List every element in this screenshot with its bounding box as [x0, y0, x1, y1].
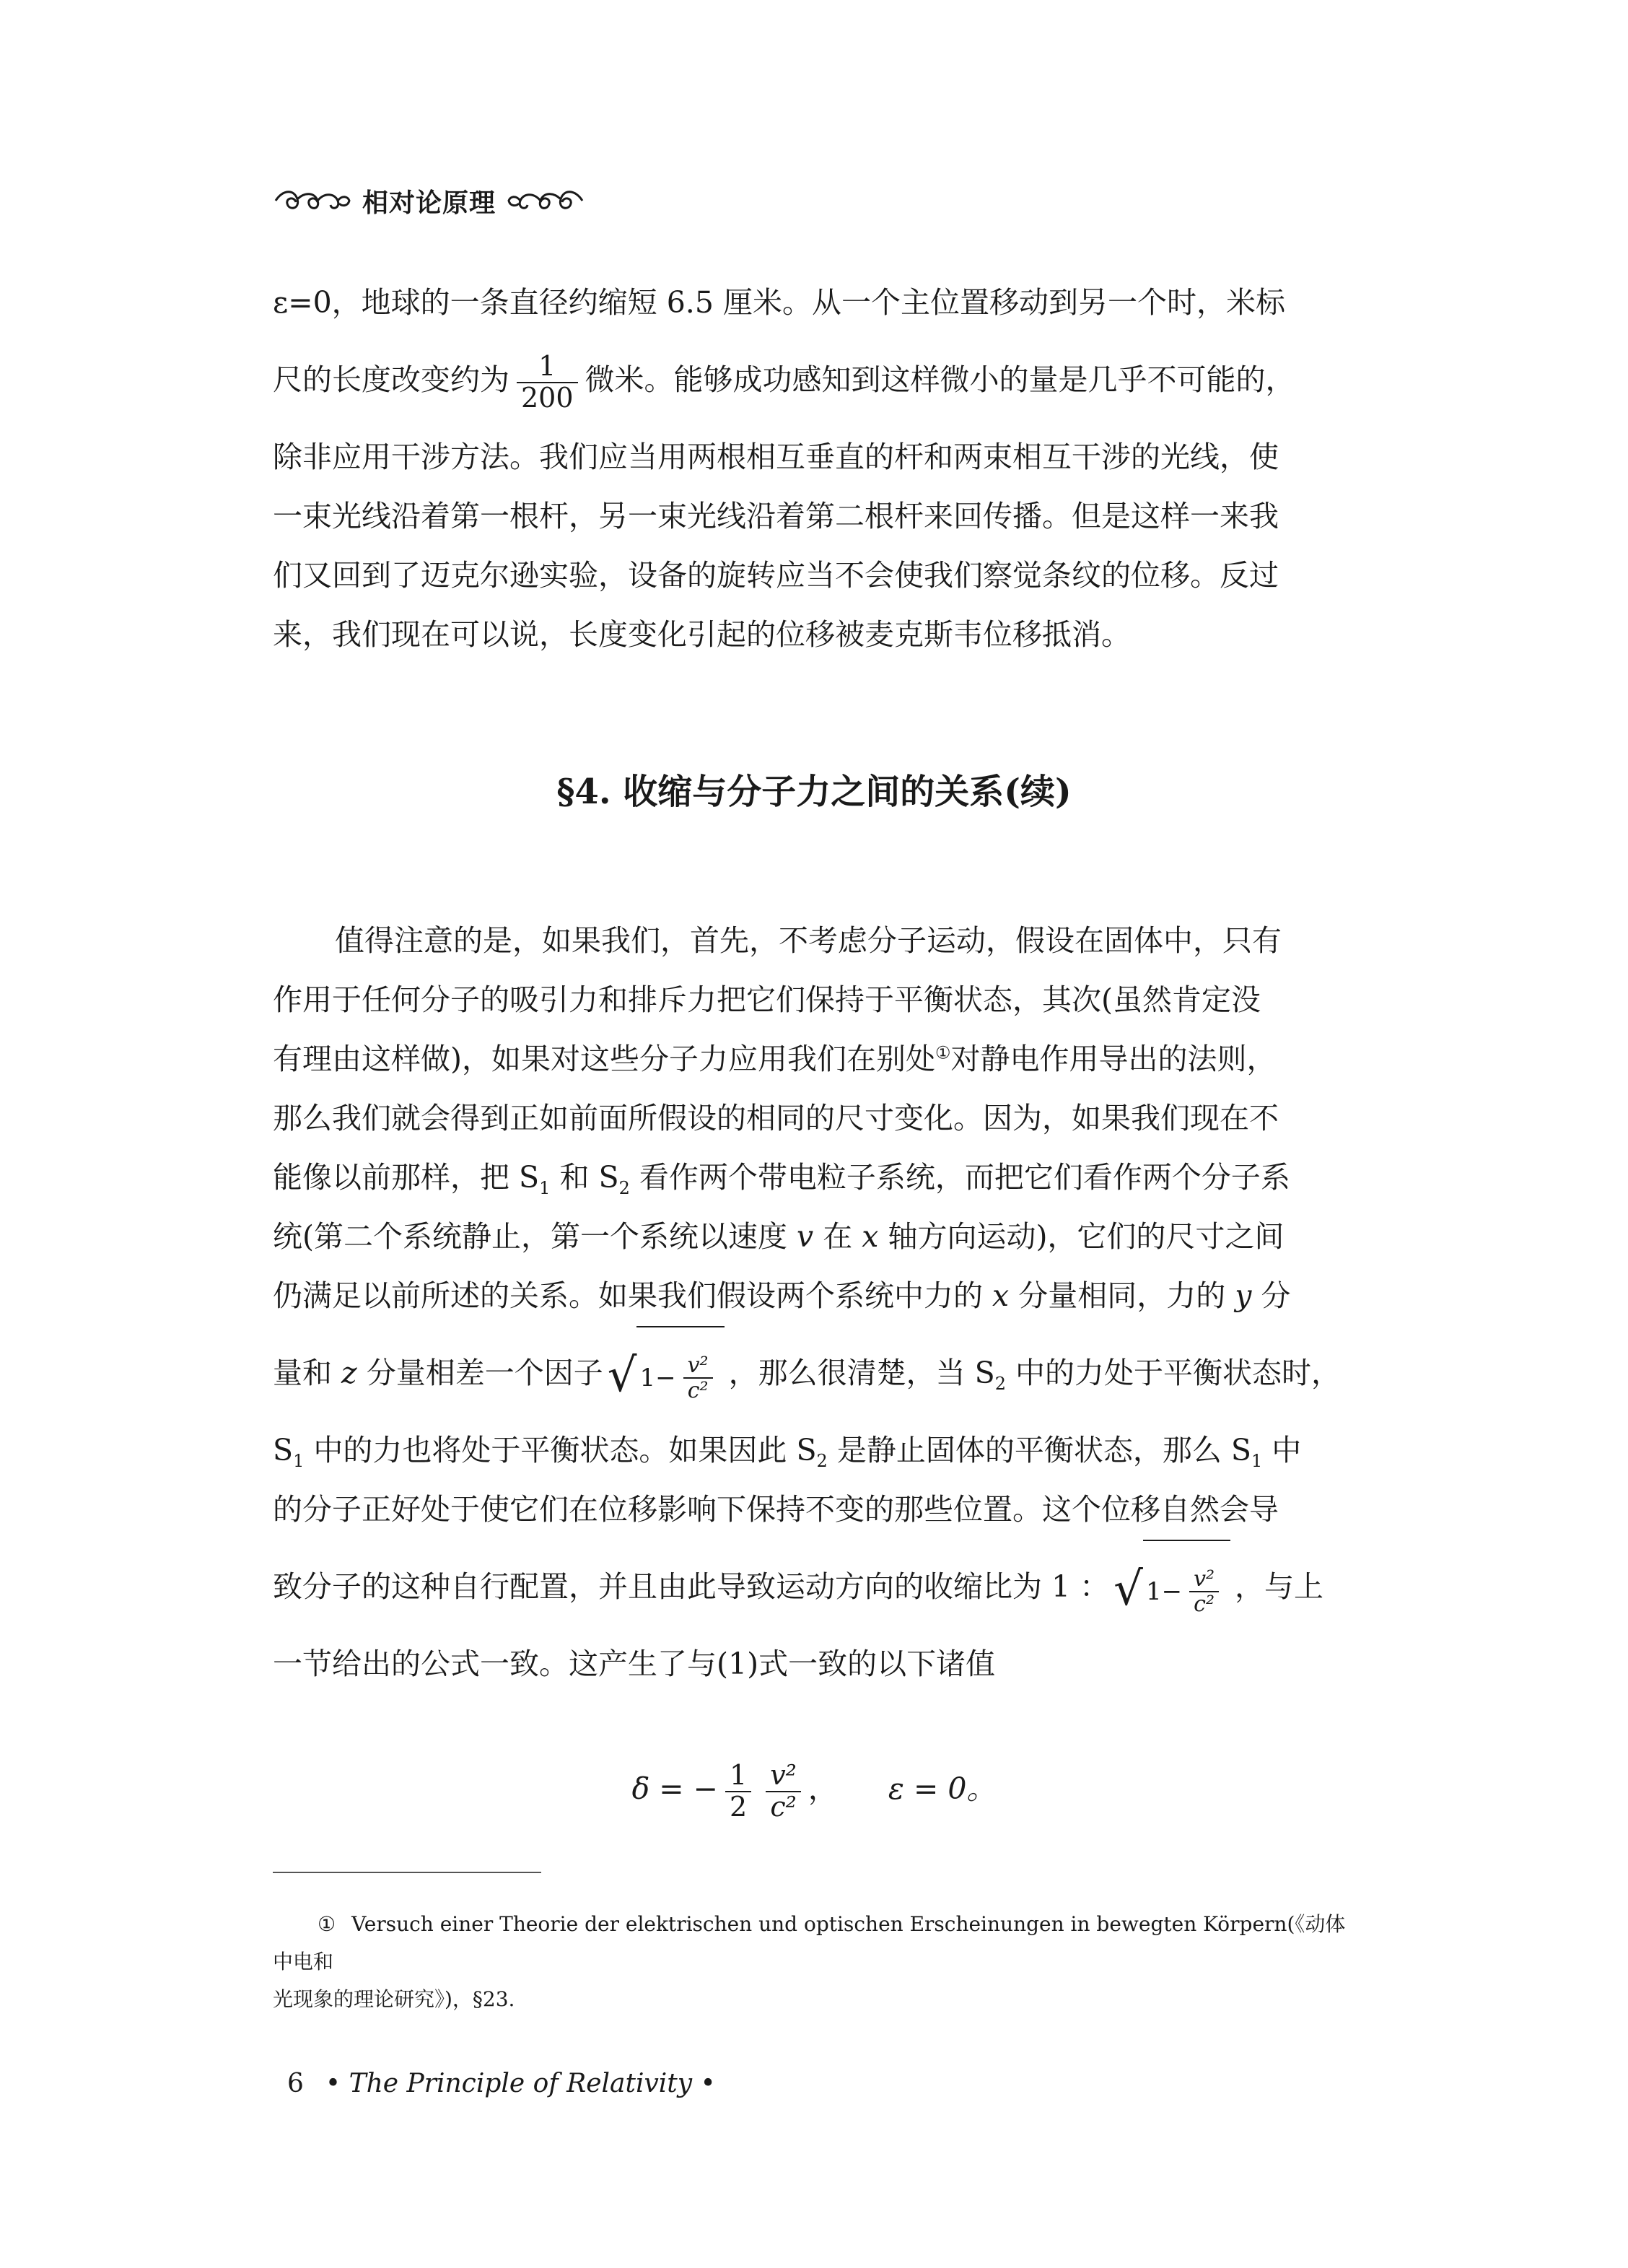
running-head-title: 相对论原理	[362, 188, 496, 218]
text-line: ε=0，地球的一条直径约缩短 6.5 厘米。从一个主位置移动到另一个时，米标	[273, 285, 1285, 320]
text-line-with-radical: 致分子的这种自行配置，并且由此导致运动方向的收缩比为 1 ： √ 1− $\frac{\text{v²}}{\text{c²}}$ ，与上	[273, 1539, 1355, 1634]
text-line: 们又回到了迈克尔逊实验，设备的旋转应当不会使我们察觉条纹的位移。反过	[273, 558, 1279, 593]
footnote-divider	[273, 1872, 541, 1873]
text-line: 值得注意的是，如果我们，首先，不考虑分子运动，假设在固体中，只有	[335, 923, 1282, 958]
square-root-factor: √ 1− $\frac{\text{v²}}{\text{c²}}$	[608, 1326, 725, 1426]
text-line: 仍满足以前所述的关系。如果我们假设两个系统中力的 x 分量相同，力的 y 分	[273, 1278, 1291, 1313]
section-heading: §4. 收缩与分子力之间的关系(续)	[556, 772, 1072, 812]
book-title: • The Principle of Relativity •	[325, 2069, 716, 2098]
page-footer	[273, 2069, 716, 2098]
footnote	[273, 1906, 1355, 2018]
footnote-line: 光现象的理论研究》)，§23.	[273, 1987, 515, 2011]
right-ornament-icon	[506, 185, 585, 217]
paragraph-continued	[273, 273, 1355, 664]
text-line: 除非应用干涉方法。我们应当用两根相互垂直的杆和两束相互干涉的光线，使	[273, 440, 1279, 474]
text-line: 作用于任何分子的吸引力和排斥力把它们保持于平衡状态，其次(虽然肯定没	[273, 982, 1261, 1017]
text-line: $S_1$ 中的力也将处于平衡状态。如果因此 $S_2$ 是静止固体的平衡状态，那么 $S_1$ 中	[273, 1433, 1302, 1472]
left-ornament-icon	[273, 185, 352, 217]
text-line: 能像以前那样，把 $S_1$ 和 $S_2$ 看作两个带电粒子系统，而把它们看作两个分子系	[273, 1160, 1290, 1199]
page-number: 6	[287, 2069, 304, 2098]
footnote-line: ① Versuch einer Theorie der elektrischen und optischen Erscheinungen in bewegten Körpern(《动体中电和	[273, 1912, 1346, 1973]
fraction: $\frac{1}{200}$	[517, 352, 578, 414]
paragraph-main	[273, 911, 1355, 1693]
display-equation: δ = − $\frac{1}{2}$ $\frac{\text{v²}}{\text{c²}}$ ， ε = 0。	[631, 1758, 997, 1823]
text-line: 有理由这样做)，如果对这些分子力应用我们在别处①对静电作用导出的法则，	[273, 1042, 1277, 1076]
footnote-marker[interactable]: ①	[935, 1042, 951, 1063]
square-root-ratio: √ 1− $\frac{\text{v²}}{\text{c²}}$	[1113, 1540, 1230, 1639]
running-head	[273, 179, 585, 222]
text-line: 一束光线沿着第一根杆，另一束光线沿着第二根杆来回传播。但是这样一来我	[273, 499, 1279, 533]
text-line: 来，我们现在可以说，长度变化引起的位移被麦克斯韦位移抵消。	[273, 617, 1131, 652]
text-line-with-fraction: 尺的长度改变约为 $\frac{1}{200}$ 微米。能够成功感知到这样微小的量是几乎不可能的，	[273, 349, 1295, 414]
text-line: 统(第二个系统静止，第一个系统以速度 v 在 x 轴方向运动)，它们的尺寸之间	[273, 1219, 1285, 1254]
text-line: 的分子正好处于使它们在位移影响下保持不变的那些位置。这个位移自然会导	[273, 1492, 1279, 1527]
text-line-with-radical: 量和 z 分量相差一个因子 √ 1− $\frac{\text{v²}}{\text{c²}}$ ，那么很清楚，当 $S_2$ 中的力处于平衡状态时，	[273, 1325, 1355, 1421]
text-line: 那么我们就会得到正如前面所假设的相同的尺寸变化。因为，如果我们现在不	[273, 1101, 1279, 1135]
text-line: 一节给出的公式一致。这产生了与(1)式一致的以下诸值	[273, 1647, 996, 1681]
